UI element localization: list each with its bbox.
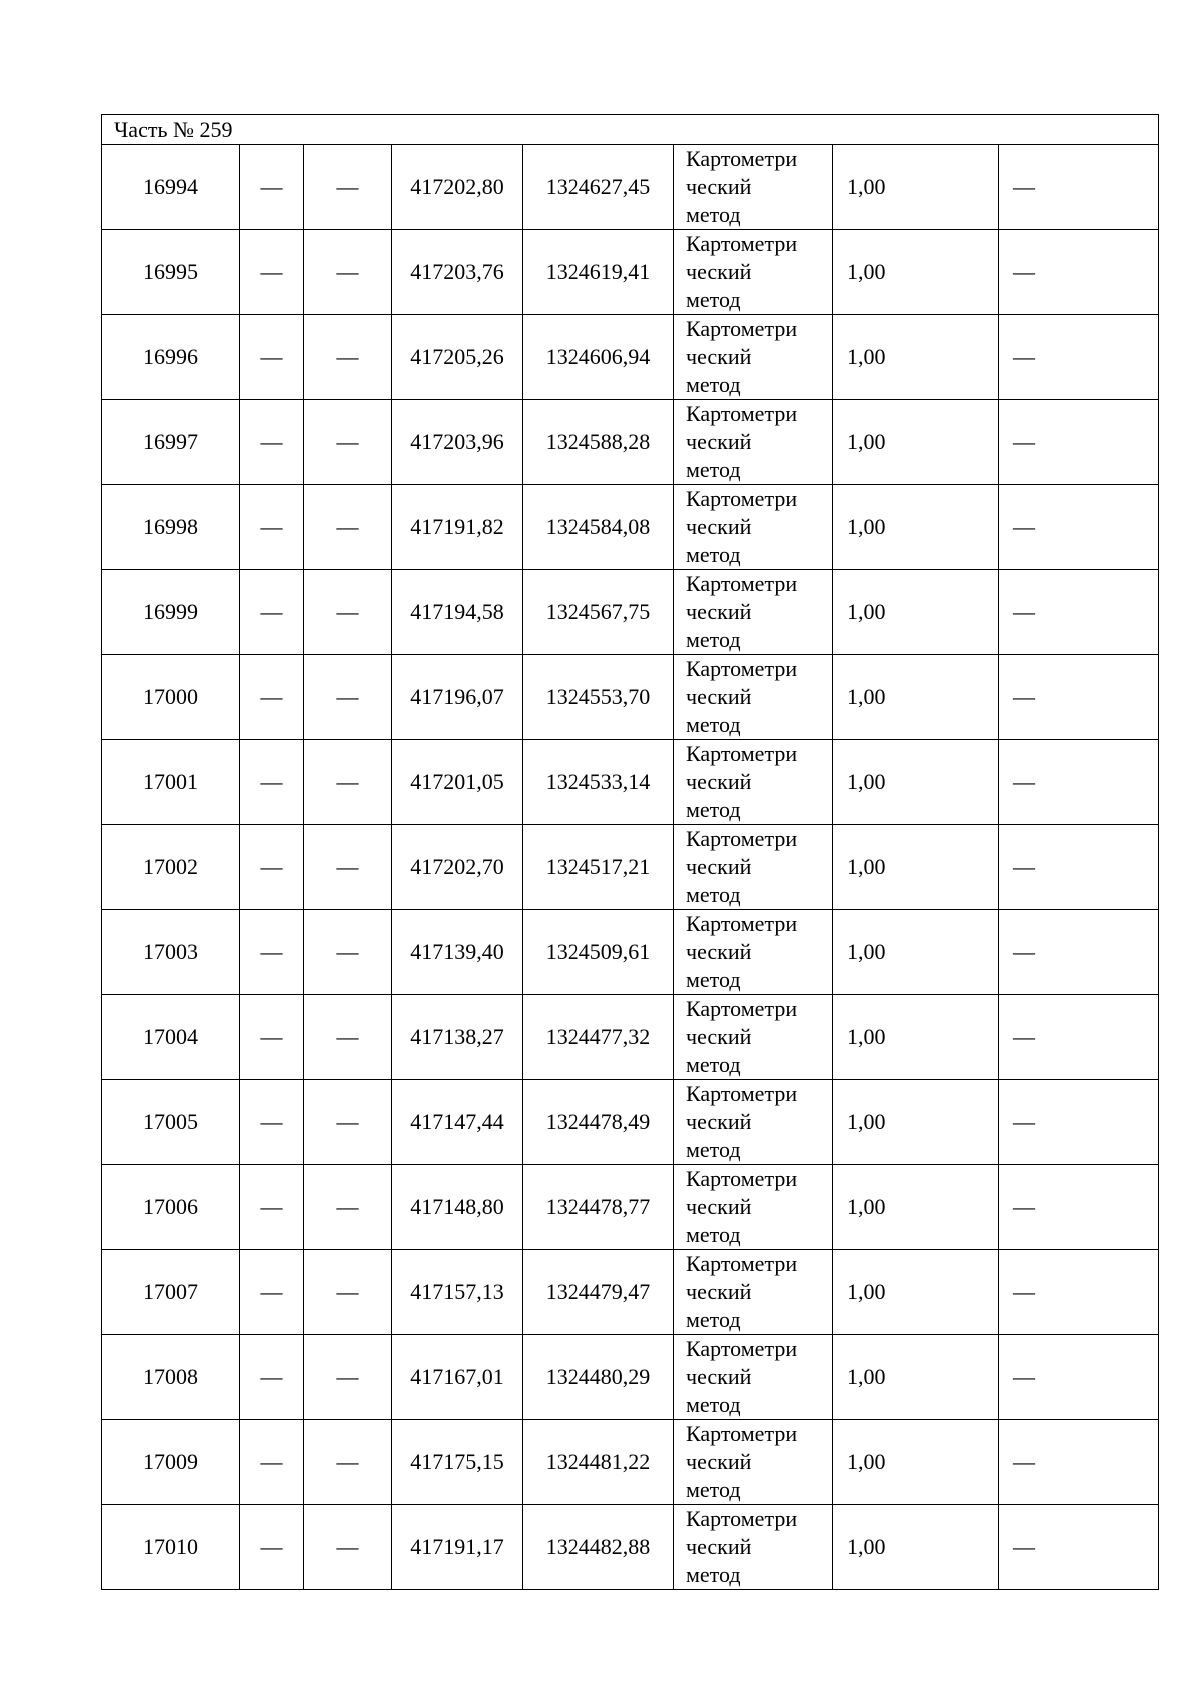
method-cell bbox=[674, 230, 833, 315]
method-text-line: ческий bbox=[686, 514, 752, 539]
table-row bbox=[102, 570, 1159, 655]
point-number-cell: 17008 bbox=[102, 1335, 240, 1420]
method-text-line: ческий bbox=[686, 1534, 752, 1559]
old-x-cell: — bbox=[240, 740, 304, 825]
y-coordinate-cell: 1324481,22 bbox=[523, 1420, 674, 1505]
accuracy-cell: 1,00 bbox=[833, 825, 999, 910]
accuracy-cell: 1,00 bbox=[833, 145, 999, 230]
method-text-line: ческий bbox=[686, 1024, 752, 1049]
table-row bbox=[102, 1165, 1159, 1250]
accuracy-cell: 1,00 bbox=[833, 1080, 999, 1165]
old-x-cell: — bbox=[240, 1250, 304, 1335]
method-text-line: Картометри bbox=[686, 571, 798, 596]
part-label: Часть № 259 bbox=[102, 115, 1159, 145]
method-text-line: Картометри bbox=[686, 146, 798, 171]
old-y-cell: — bbox=[304, 145, 392, 230]
description-cell: — bbox=[999, 1080, 1159, 1165]
old-x-cell: — bbox=[240, 825, 304, 910]
old-y-cell: — bbox=[304, 910, 392, 995]
method-text-line: Картометри bbox=[686, 1336, 798, 1361]
accuracy-cell: 1,00 bbox=[833, 315, 999, 400]
x-coordinate-cell: 417205,26 bbox=[392, 315, 523, 400]
old-x-cell: — bbox=[240, 230, 304, 315]
y-coordinate-cell: 1324480,29 bbox=[523, 1335, 674, 1420]
method-text-line: метод bbox=[686, 797, 741, 822]
point-number-cell: 16999 bbox=[102, 570, 240, 655]
method-text-line: ческий bbox=[686, 599, 752, 624]
old-x-cell: — bbox=[240, 1420, 304, 1505]
method-text-line: метод bbox=[686, 457, 741, 482]
point-number-cell: 17000 bbox=[102, 655, 240, 740]
description-cell: — bbox=[999, 655, 1159, 740]
method-text-line: ческий bbox=[686, 259, 752, 284]
y-coordinate-cell: 1324477,32 bbox=[523, 995, 674, 1080]
table-body bbox=[102, 115, 1159, 1590]
description-cell: — bbox=[999, 740, 1159, 825]
table-row bbox=[102, 910, 1159, 995]
method-text-line: Картометри bbox=[686, 1081, 798, 1106]
method-text-line: ческий bbox=[686, 429, 752, 454]
point-number-cell: 17005 bbox=[102, 1080, 240, 1165]
method-text-line: метод bbox=[686, 287, 741, 312]
y-coordinate-cell: 1324482,88 bbox=[523, 1505, 674, 1590]
old-y-cell: — bbox=[304, 230, 392, 315]
old-x-cell: — bbox=[240, 995, 304, 1080]
method-text-line: Картометри bbox=[686, 1251, 798, 1276]
old-y-cell: — bbox=[304, 315, 392, 400]
y-coordinate-cell: 1324479,47 bbox=[523, 1250, 674, 1335]
description-cell: — bbox=[999, 910, 1159, 995]
method-text-line: Картометри bbox=[686, 826, 798, 851]
table-row bbox=[102, 1250, 1159, 1335]
method-text-line: ческий bbox=[686, 854, 752, 879]
method-text-line: ческий bbox=[686, 1194, 752, 1219]
table-row bbox=[102, 145, 1159, 230]
old-y-cell: — bbox=[304, 1250, 392, 1335]
old-x-cell: — bbox=[240, 315, 304, 400]
old-x-cell: — bbox=[240, 1080, 304, 1165]
description-cell: — bbox=[999, 400, 1159, 485]
method-text-line: метод bbox=[686, 542, 741, 567]
method-text-line: метод bbox=[686, 1137, 741, 1162]
old-y-cell: — bbox=[304, 1420, 392, 1505]
method-text-line: метод bbox=[686, 627, 741, 652]
table-row bbox=[102, 1080, 1159, 1165]
method-text-line: метод bbox=[686, 1222, 741, 1247]
old-x-cell: — bbox=[240, 1335, 304, 1420]
table-row bbox=[102, 485, 1159, 570]
method-text-line: Картометри bbox=[686, 1506, 798, 1531]
x-coordinate-cell: 417147,44 bbox=[392, 1080, 523, 1165]
method-cell bbox=[674, 655, 833, 740]
method-cell bbox=[674, 570, 833, 655]
x-coordinate-cell: 417191,17 bbox=[392, 1505, 523, 1590]
method-cell bbox=[674, 1505, 833, 1590]
table-row bbox=[102, 315, 1159, 400]
method-text-line: ческий bbox=[686, 684, 752, 709]
accuracy-cell: 1,00 bbox=[833, 655, 999, 740]
accuracy-cell: 1,00 bbox=[833, 1165, 999, 1250]
point-number-cell: 17009 bbox=[102, 1420, 240, 1505]
point-number-cell: 16997 bbox=[102, 400, 240, 485]
accuracy-cell: 1,00 bbox=[833, 1505, 999, 1590]
old-y-cell: — bbox=[304, 995, 392, 1080]
method-text-line: ческий bbox=[686, 1449, 752, 1474]
method-cell bbox=[674, 1250, 833, 1335]
x-coordinate-cell: 417138,27 bbox=[392, 995, 523, 1080]
method-cell bbox=[674, 995, 833, 1080]
accuracy-cell: 1,00 bbox=[833, 570, 999, 655]
point-number-cell: 16995 bbox=[102, 230, 240, 315]
method-text-line: метод bbox=[686, 712, 741, 737]
point-number-cell: 17006 bbox=[102, 1165, 240, 1250]
old-x-cell: — bbox=[240, 655, 304, 740]
old-y-cell: — bbox=[304, 400, 392, 485]
table-row bbox=[102, 740, 1159, 825]
accuracy-cell: 1,00 bbox=[833, 1335, 999, 1420]
description-cell: — bbox=[999, 1250, 1159, 1335]
old-x-cell: — bbox=[240, 400, 304, 485]
y-coordinate-cell: 1324553,70 bbox=[523, 655, 674, 740]
method-text-line: Картометри bbox=[686, 231, 798, 256]
description-cell: — bbox=[999, 995, 1159, 1080]
accuracy-cell: 1,00 bbox=[833, 740, 999, 825]
old-y-cell: — bbox=[304, 485, 392, 570]
description-cell: — bbox=[999, 1165, 1159, 1250]
table-row bbox=[102, 995, 1159, 1080]
old-x-cell: — bbox=[240, 485, 304, 570]
x-coordinate-cell: 417175,15 bbox=[392, 1420, 523, 1505]
old-y-cell: — bbox=[304, 1505, 392, 1590]
y-coordinate-cell: 1324478,77 bbox=[523, 1165, 674, 1250]
method-cell bbox=[674, 1165, 833, 1250]
method-text-line: ческий bbox=[686, 344, 752, 369]
old-y-cell: — bbox=[304, 1165, 392, 1250]
description-cell: — bbox=[999, 1420, 1159, 1505]
x-coordinate-cell: 417202,80 bbox=[392, 145, 523, 230]
y-coordinate-cell: 1324584,08 bbox=[523, 485, 674, 570]
x-coordinate-cell: 417139,40 bbox=[392, 910, 523, 995]
method-cell bbox=[674, 1335, 833, 1420]
old-y-cell: — bbox=[304, 570, 392, 655]
coordinates-table bbox=[101, 114, 1159, 1590]
old-x-cell: — bbox=[240, 1505, 304, 1590]
old-x-cell: — bbox=[240, 570, 304, 655]
point-number-cell: 17004 bbox=[102, 995, 240, 1080]
method-text-line: Картометри bbox=[686, 1166, 798, 1191]
method-text-line: метод bbox=[686, 202, 741, 227]
x-coordinate-cell: 417191,82 bbox=[392, 485, 523, 570]
method-cell bbox=[674, 1420, 833, 1505]
method-text-line: Картометри bbox=[686, 486, 798, 511]
method-text-line: ческий bbox=[686, 1364, 752, 1389]
method-text-line: метод bbox=[686, 1477, 741, 1502]
old-y-cell: — bbox=[304, 1080, 392, 1165]
description-cell: — bbox=[999, 1335, 1159, 1420]
old-x-cell: — bbox=[240, 1165, 304, 1250]
description-cell: — bbox=[999, 145, 1159, 230]
method-text-line: метод bbox=[686, 967, 741, 992]
table-row bbox=[102, 655, 1159, 740]
x-coordinate-cell: 417148,80 bbox=[392, 1165, 523, 1250]
point-number-cell: 17003 bbox=[102, 910, 240, 995]
y-coordinate-cell: 1324588,28 bbox=[523, 400, 674, 485]
x-coordinate-cell: 417194,58 bbox=[392, 570, 523, 655]
old-x-cell: — bbox=[240, 145, 304, 230]
method-text-line: Картометри bbox=[686, 656, 798, 681]
y-coordinate-cell: 1324567,75 bbox=[523, 570, 674, 655]
point-number-cell: 16998 bbox=[102, 485, 240, 570]
method-text-line: метод bbox=[686, 1392, 741, 1417]
old-y-cell: — bbox=[304, 740, 392, 825]
y-coordinate-cell: 1324619,41 bbox=[523, 230, 674, 315]
point-number-cell: 16994 bbox=[102, 145, 240, 230]
method-cell bbox=[674, 145, 833, 230]
method-text-line: Картометри bbox=[686, 911, 798, 936]
method-cell bbox=[674, 400, 833, 485]
method-text-line: ческий bbox=[686, 1109, 752, 1134]
method-text-line: Картометри bbox=[686, 401, 798, 426]
table-row bbox=[102, 825, 1159, 910]
y-coordinate-cell: 1324606,94 bbox=[523, 315, 674, 400]
description-cell: — bbox=[999, 315, 1159, 400]
method-text-line: метод bbox=[686, 1562, 741, 1587]
method-text-line: метод bbox=[686, 1052, 741, 1077]
description-cell: — bbox=[999, 485, 1159, 570]
point-number-cell: 17002 bbox=[102, 825, 240, 910]
y-coordinate-cell: 1324533,14 bbox=[523, 740, 674, 825]
description-cell: — bbox=[999, 570, 1159, 655]
method-text-line: ческий bbox=[686, 939, 752, 964]
old-y-cell: — bbox=[304, 655, 392, 740]
method-cell bbox=[674, 910, 833, 995]
point-number-cell: 17010 bbox=[102, 1505, 240, 1590]
part-header-row bbox=[102, 115, 1159, 145]
method-text-line: ческий bbox=[686, 1279, 752, 1304]
accuracy-cell: 1,00 bbox=[833, 910, 999, 995]
accuracy-cell: 1,00 bbox=[833, 400, 999, 485]
old-y-cell: — bbox=[304, 1335, 392, 1420]
x-coordinate-cell: 417167,01 bbox=[392, 1335, 523, 1420]
y-coordinate-cell: 1324517,21 bbox=[523, 825, 674, 910]
old-x-cell: — bbox=[240, 910, 304, 995]
method-text-line: Картометри bbox=[686, 996, 798, 1021]
description-cell: — bbox=[999, 1505, 1159, 1590]
method-text-line: метод bbox=[686, 1307, 741, 1332]
method-cell bbox=[674, 315, 833, 400]
method-cell bbox=[674, 740, 833, 825]
accuracy-cell: 1,00 bbox=[833, 230, 999, 315]
point-number-cell: 16996 bbox=[102, 315, 240, 400]
point-number-cell: 17001 bbox=[102, 740, 240, 825]
table-row bbox=[102, 400, 1159, 485]
description-cell: — bbox=[999, 230, 1159, 315]
method-cell bbox=[674, 825, 833, 910]
x-coordinate-cell: 417202,70 bbox=[392, 825, 523, 910]
y-coordinate-cell: 1324509,61 bbox=[523, 910, 674, 995]
x-coordinate-cell: 417196,07 bbox=[392, 655, 523, 740]
y-coordinate-cell: 1324478,49 bbox=[523, 1080, 674, 1165]
method-text-line: метод bbox=[686, 372, 741, 397]
accuracy-cell: 1,00 bbox=[833, 995, 999, 1080]
x-coordinate-cell: 417203,76 bbox=[392, 230, 523, 315]
method-text-line: ческий bbox=[686, 174, 752, 199]
method-text-line: метод bbox=[686, 882, 741, 907]
table-row bbox=[102, 1335, 1159, 1420]
method-cell bbox=[674, 485, 833, 570]
x-coordinate-cell: 417203,96 bbox=[392, 400, 523, 485]
accuracy-cell: 1,00 bbox=[833, 485, 999, 570]
old-y-cell: — bbox=[304, 825, 392, 910]
table-row bbox=[102, 1420, 1159, 1505]
method-text-line: Картометри bbox=[686, 316, 798, 341]
table-row bbox=[102, 1505, 1159, 1590]
method-text-line: Картометри bbox=[686, 1421, 798, 1446]
x-coordinate-cell: 417201,05 bbox=[392, 740, 523, 825]
y-coordinate-cell: 1324627,45 bbox=[523, 145, 674, 230]
accuracy-cell: 1,00 bbox=[833, 1420, 999, 1505]
method-text-line: Картометри bbox=[686, 741, 798, 766]
method-text-line: ческий bbox=[686, 769, 752, 794]
accuracy-cell: 1,00 bbox=[833, 1250, 999, 1335]
table-row bbox=[102, 230, 1159, 315]
method-cell bbox=[674, 1080, 833, 1165]
description-cell: — bbox=[999, 825, 1159, 910]
x-coordinate-cell: 417157,13 bbox=[392, 1250, 523, 1335]
point-number-cell: 17007 bbox=[102, 1250, 240, 1335]
